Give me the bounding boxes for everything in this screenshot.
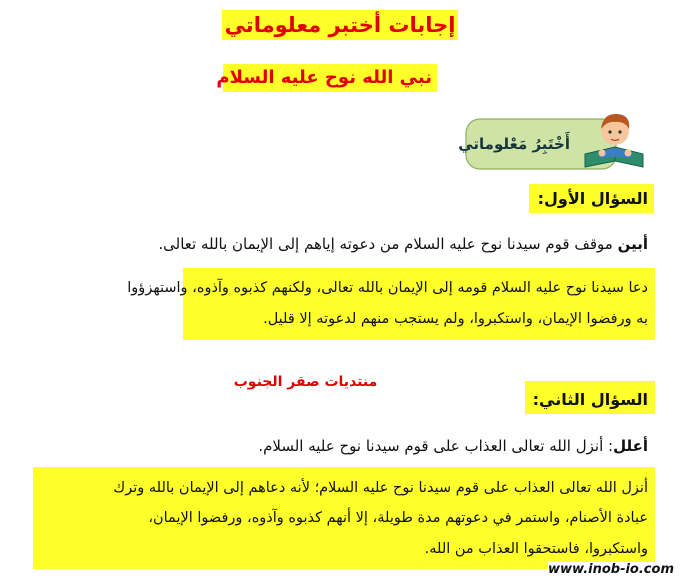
answer-2-line-1: أنزل الله تعالى العذاب على قوم سيدنا نوح عليه السلام؛ لأنه دعاهم إلى الإيمان بالله وترك [113,480,648,496]
badge-label: أَخْتَبِرُ مَعْلوماتي [458,135,570,153]
question-1-text: موقف قوم سيدنا نوح عليه السلام من دعوته إياهم إلى الإيمان بالله تعالى. [158,235,618,253]
answer-2-line-2: عبادة الأصنام، واستمر في دعوتهم مدة طويلة، إلا أنهم كذبوه وآذوه، ورفضوا الإيمان، [148,510,648,526]
question-1-heading: السؤال الأول: [537,189,648,208]
question-1-verb: أبين [617,235,648,253]
site-watermark: www.inob-io.com [548,562,683,578]
question-2-prompt [258,434,648,458]
answer-1-line-2: به ورفضوا الإيمان، واستكبروا، ولم يستجب منهم لدعوته إلا قليل. [263,311,648,327]
forum-watermark: منتديات صقر الجنوب [233,374,378,390]
question-1-prompt [158,232,648,256]
question-2-verb: أعلل [613,437,648,455]
question-2-text: : أنزل الله تعالى العذاب على قوم سيدنا نوح عليه السلام. [258,437,614,455]
lesson-title: نبي الله نوح عليه السلام [216,67,432,88]
page-title: إجابات أختبر معلوماتي [224,13,456,37]
question-2-heading: السؤال الثاني: [532,390,648,409]
answer-1-line-1: دعا سيدنا نوح عليه السلام قومه إلى الإيمان بالله تعالى، ولكنهم كذبوه وآذوه، واستهزؤوا [127,280,648,296]
answer-2-line-3: واستكبروا، فاستحقوا العذاب من الله. [424,541,648,557]
